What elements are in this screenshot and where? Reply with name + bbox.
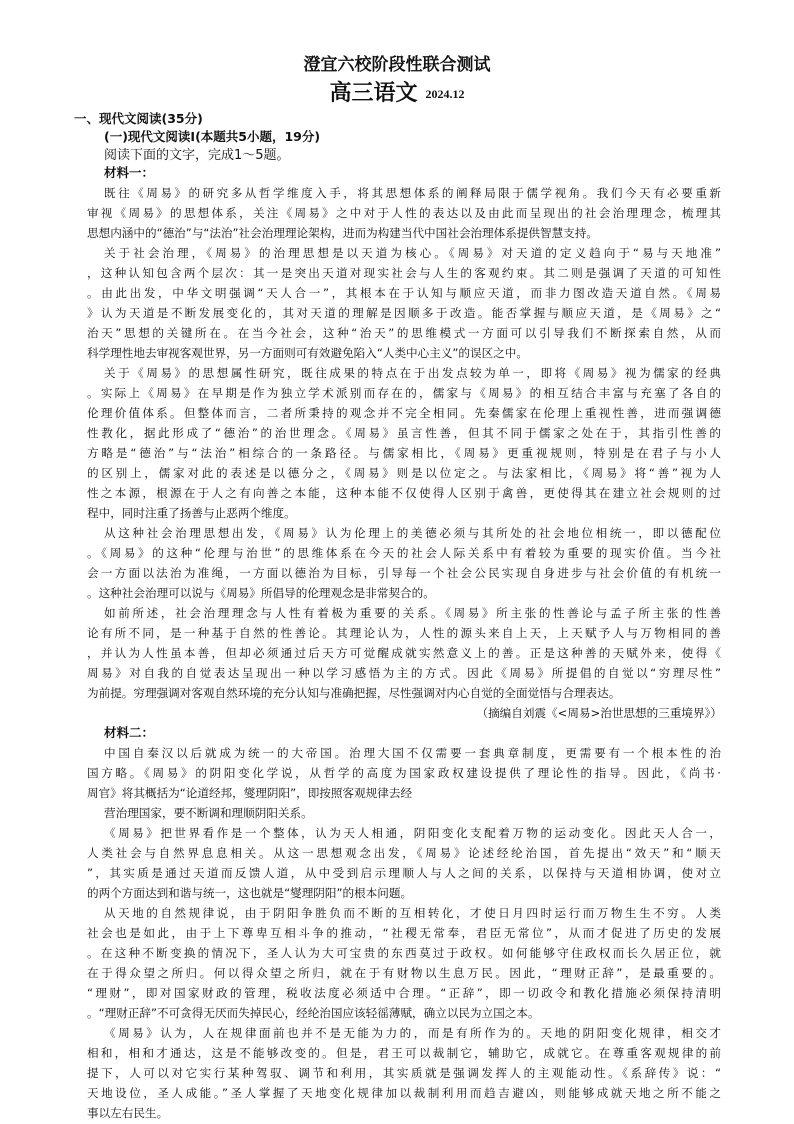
material2-line: 天地设位，圣人成能。”圣人掌握了天地变化规律加以裁制利用而趋吉避凶，则能够成就天地之所不能之	[87, 1086, 721, 1100]
material2-line: 在于得众望之所归。何以得众望之所归，就在于有财物以生息万民。因此，“理财正辞”，是最重要的。	[87, 966, 721, 980]
exam-title: 高三语文	[329, 81, 418, 106]
material1-line: 。实际上《周易》在早期是作为独立学术派别而存在的，儒家与《周易》的相互结合丰富与充塞了各自的	[87, 386, 721, 400]
material1-source: （摘编自刘震《<周易>治世思想的三重境界》）	[476, 706, 722, 720]
instruction: 阅读下面的文字，完成1～5题。	[104, 148, 290, 163]
material2-line: 。在这种不断变换的情况下，圣人认为大可宝贵的东西莫过于政权。如何能够守住政权而长久居正位，就	[87, 946, 721, 960]
material1-line: 审视《周易》的思想体系，关注《周易》之中对于人性的表达以及由此而呈现出的社会治理理念，梳理其	[87, 206, 721, 220]
material1-line: 性教化，据此形成了“德治”的治世理念。《周易》虽言性善，但其不同于儒家之处在于，其指引性善的	[87, 426, 721, 440]
material1-line: ，这种认知包含两个层次：其一是突出天道对现实社会与人生的客观约束。其二则是强调了天道的可知性	[87, 266, 721, 280]
material2-line: 《周易》认为，人在规律面前也并不是无能为力的，而是有所作为的。天地的阴阳变化规律，相交才	[104, 1026, 721, 1040]
material2-line: 提下，人可以对它实行某种驾驭、调节和利用，其实质就是强调发挥人的主观能动性。《系辞传》说：“	[87, 1066, 721, 1080]
material2-line: ”，其实质是通过天道而反馈人道，从中受到启示理顺人与人之间的关系，以保持与天道相协调，使对立	[87, 866, 721, 880]
material2-line: 的两个方面达到和谐与统一，这也就是“燮理阴阳”的根本问题。	[87, 886, 413, 900]
material1-line: 如前所述，社会治理理念与人性有着极为重要的关系。《周易》所主张的性善论与孟子所主张的性善	[104, 606, 721, 620]
material1-line: 科学理性地去审视客观世界，另一方面则可有效避免陷入“人类中心主义”的误区之中。	[87, 346, 528, 360]
material1-line: 会一方面以法治为准绳，一方面以德治为目标，引导每一个社会公民实现自身进步与社会价值的有机统一	[87, 566, 721, 580]
material2-line: 相和，相和才通达，这是不能够改变的。但是，君王可以裁制它，辅助它，成就它。在尊重客观规律的前	[87, 1046, 721, 1060]
material1-line: 治天”思想的关键所在。在当今社会，这种“治天”的思维模式一方面可以引导我们不断探索自然，从而	[87, 326, 721, 340]
material1-line: ，并认为人性虽本善，但却必须通过后天方可觉醒成就实然意义上的善。正是这种善的天赋外来，使得《	[87, 646, 721, 660]
material2-line: 中国自秦汉以后就成为统一的大帝国。治理大国不仅需要一套典章制度，更需要有一个根本性的治	[104, 746, 721, 760]
material2-line: 人类社会与自然界息息相关。从这一思想观念出发，《周易》论述经纶治国，首先提出“效天”和“顺天	[87, 846, 721, 860]
exam-date: 2024.12	[425, 87, 465, 101]
material2-line: 《周易》把世界看作是一个整体，认为天人相通，阴阳变化支配着万物的运动变化。因此天人合一，	[104, 826, 721, 840]
section-heading: 一、现代文阅读(35分)	[74, 111, 203, 126]
material1-line: 为前提。穷理强调对客观自然环境的充分认知与准确把握，尽性强调对内心自觉的全面觉悟与合理表达。	[87, 686, 621, 700]
material2-line: 周官》将其概括为“论道经邦，燮理阴阳”，即按照客观规律去经	[87, 786, 413, 800]
material1-line: 论有所不同，是一种基于自然的性善论。其理论认为，人性的源头来自上天，上天赋予人与万物相同的善	[87, 626, 721, 640]
material1-line: 伦理价值体系。但整体而言，二者所秉持的观念并不完全相同。先秦儒家在伦理上重视性善，进而强调德	[87, 406, 721, 420]
material1-line: 关于《周易》的思想属性研究，既往成果的特点在于出发点较为单一，即将《周易》视为儒家的经典	[104, 366, 721, 380]
material1-line: 性之本源，根源在于人之有向善之本能，这种本能不仅使得人区别于禽兽，更使得其在建立社会规则的过	[87, 486, 721, 500]
material2-label: 材料二：	[104, 725, 155, 740]
material1-line: 。这种社会治理可以说与《周易》所倡导的伦理观念是非常契合的。	[87, 586, 435, 600]
material1-line: 方略是“德治”与“法治”相综合的一条路径。与儒家相比，《周易》更重视规则，特别是在君子与小人	[87, 446, 721, 460]
school-title: 澄宜六校阶段性联合测试	[303, 55, 491, 75]
material1-line: 既往《周易》的研究多从哲学维度入手，将其思想体系的阐释局限于儒学视角。我们今天有必要重新	[104, 186, 721, 200]
material1-line: 周易》对自我的自觉表达呈现出一种以学习感悟为主的方式。因此《周易》所提倡的自觉以“穷理尽性”	[87, 666, 721, 680]
material1-line: 关于社会治理，《周易》的治理思想是以天道为核心。《周易》对天道的定义趋向于“易与天地准”	[104, 246, 721, 260]
material1-line: 的区别上，儒家对此的表述是以德分之，《周易》则是以位定之。与法家相比，《周易》将“善”视为人	[87, 466, 721, 480]
material1-line: 。《周易》的这种“伦理与治世”的思维体系在今天的社会人际关系中有着较为重要的现实价值。当今社	[87, 546, 721, 560]
material2-line: 社会也是如此，由于上下尊卑互相斗争的推动，“社稷无常奉，君臣无常位”，从而才促进了历史的发展	[87, 926, 721, 940]
material2-line: 国方略。《周易》的阴阳变化学说，从哲学的高度为国家政权建设提供了理论性的指导。因此，《尚书·	[87, 766, 721, 780]
exam-title-row	[0, 80, 794, 108]
material1-label: 材料一：	[104, 165, 155, 180]
material2-line: “理财”，即对国家财政的管理，税收法度必须适中合理。“正辞”，即一切政令和教化措施必须保持清明	[87, 986, 721, 1000]
material1-line: 程中，同时注重了扬善与止恶两个维度。	[87, 506, 296, 520]
material2-line: 营治理国家，要不断调和理顺阴阳关系。	[104, 806, 313, 820]
material2-line: 从天地的自然规律说，由于阴阳争胜负而不断的互相转化，才使日月四时运行而万物生生不穷。人类	[104, 906, 721, 920]
material1-line: 。由此出发，中华文明强调“天人合一”，其根本在于认知与顺应天道，而非力图改造天道自然。《周易	[87, 286, 721, 300]
material1-line: 从这种社会治理思想出发，《周易》认为伦理上的美德必须与其所处的社会地位相统一，即以德配位	[104, 526, 721, 540]
material2-line: 事以左右民生。	[87, 1106, 169, 1120]
material1-line: 》认为天道是不断发展变化的，其对天道的理解是因顺多于改造。能否掌握与顺应天道，是《周易》之“	[87, 306, 721, 320]
material2-line: 。“理财正辞”不可贪得无厌而失掉民心，经纶治国应该轻徭薄赋，确立以民为立国之本。	[87, 1006, 540, 1020]
material1-line: 思想内涵中的“德治”与“法治”社会治理理论架构，进而为构建当代中国社会治理体系提供智慧支持。	[87, 226, 598, 240]
sub-section-heading: (一)现代文阅读I(本题共5小题，19分)	[104, 129, 321, 144]
